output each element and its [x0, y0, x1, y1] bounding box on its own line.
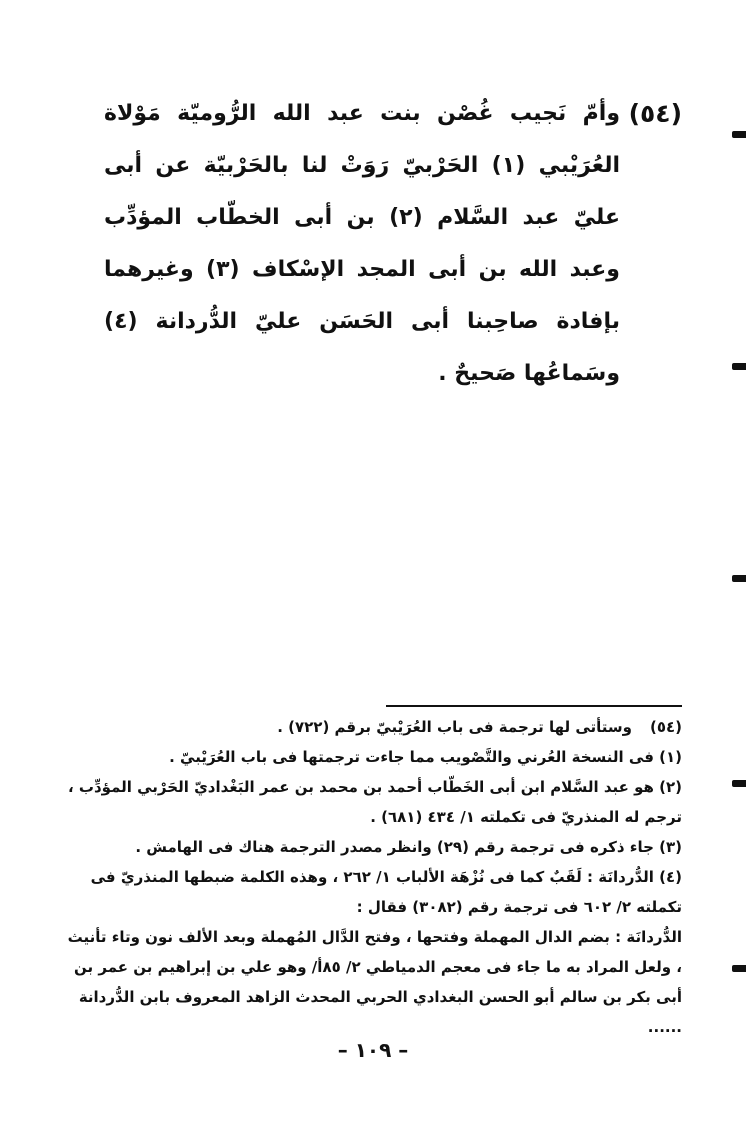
- footnote-entry-text: وستأتى لها ترجمة فى باب العُرَيْبيّ برقم (٧٢٢) .: [277, 718, 632, 736]
- entry-number: (٥٤): [628, 99, 682, 128]
- footnote-4-continuation: الدُّردانَة : بضم الدال المهملة وفتحها ، وفتح الدَّال المُهملة وبعد الألف نون وتاء تأنيث ، ولعل المراد به ما جاء فى معجم الدمياطي ٢/ ٨٥أ/ وهو علي بن إبراهيم بن عمر بن أبى بكر بن سالم أبو الحسن البغدادي الحربي المحدث الزاهد المعروف بابن الدُّردانة ......: [67, 928, 682, 1036]
- footnote-entry-number: (٥٤): [649, 718, 682, 736]
- footnote-entry-ref: [66, 712, 682, 742]
- footnote-2: (٢) هو عبد السَّلام ابن أبى الخَطّاب أحمد بن محمد بن عمر البَغْداديّ الحَرْبي المؤدِّب ، ترجم له المنذريّ فى تكملته ١/ ٤٣٤ (٦٨١) .: [67, 778, 682, 826]
- footnote-3: (٣) جاء ذكره فى ترجمة رقم (٢٩) وانظر مصدر الترجمة هناك فى الهامش .: [135, 838, 682, 856]
- footnote-4: (٤) الدُّردانَة : لَقَبٌ كما فى نُزْهَة الألباب ١/ ٢٦٢ ، وهذه الكلمة ضبطها المنذريّ فى تكملته ٢/ ٦٠٢ فى ترجمة رقم (٣٠٨٢) فقال :: [90, 868, 682, 916]
- binding-mark: [732, 965, 746, 972]
- footnote-1: (١) فى النسخة العُرني والتَّصْويب مما جاءت ترجمتها فى باب العُرَيْبيّ .: [169, 748, 682, 766]
- binding-mark: [732, 780, 746, 787]
- entry-54: [104, 88, 682, 400]
- entry-text: وأمّ نَجيب غُصْن بنت عبد الله الرُّوميّة مَوْلاة العُرَيْبي (١) الحَرْبيّ رَوَتْ لنا بالحَرْبيّة عن أبى عليّ عبد السَّلام (٢) بن أبى الخطّاب المؤدِّب وعبد الله بن أبى المجد الإسْكاف (٣) وغيرهما بإفادة صاحِبنا أبى الحَسَن عليّ الدُّردانة (٤) وسَماعُها صَحيحٌ .: [104, 101, 620, 386]
- page-number: – ١٠٩ –: [337, 1038, 409, 1062]
- binding-mark: [732, 575, 746, 582]
- footnote-separator: [386, 705, 682, 707]
- binding-mark: [732, 131, 746, 138]
- footnotes: [66, 712, 682, 1042]
- binding-mark: [732, 363, 746, 370]
